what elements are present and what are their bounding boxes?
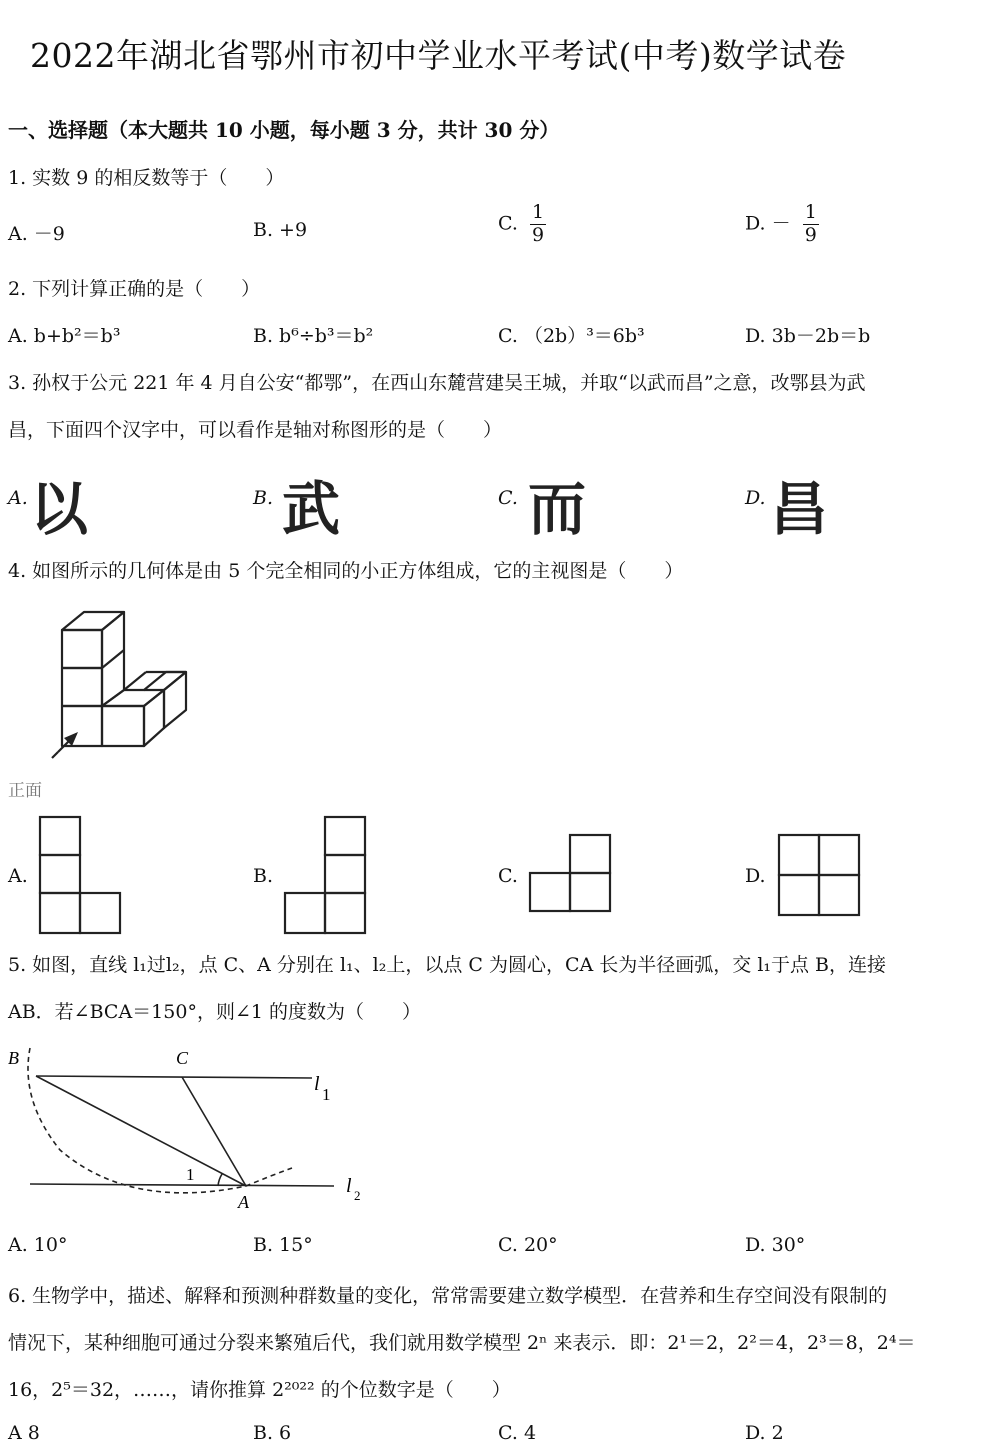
page-title: 2022年湖北省鄂州市初中学业水平考试(中考)数学试卷 <box>30 36 847 75</box>
q3-option-a-label[interactable]: A. <box>8 487 28 509</box>
q2-stem: 2. 下列计算正确的是（ ） <box>8 278 261 300</box>
q1-option-a[interactable]: A. －9 <box>8 223 65 245</box>
q2-option-c[interactable]: C. （2b）³＝6b³ <box>498 325 645 347</box>
q2-option-a[interactable]: A. b+b²＝b³ <box>8 325 121 347</box>
q5-stem-line1: 5. 如图，直线 l₁过l₂，点 C、A 分别在 l₁、l₂上，以点 C 为圆心，CA 长为半径画弧，交 l₁于点 B，连接 <box>8 954 887 976</box>
q1-option-c[interactable] <box>498 202 546 247</box>
q5-option-d[interactable]: D. 30° <box>745 1234 806 1256</box>
q6-option-c[interactable]: C. 4 <box>498 1422 537 1444</box>
q6-option-d[interactable]: D. 2 <box>745 1422 784 1444</box>
q1-option-c-fraction <box>530 202 546 247</box>
section-heading: 一、选择题（本大题共 10 小题，每小题 3 分，共计 30 分） <box>8 118 560 142</box>
line-l1-subscript: 1 <box>322 1085 331 1104</box>
q4-option-d-label[interactable]: D. <box>745 865 766 887</box>
front-view-label: 正面 <box>8 781 42 801</box>
point-c-label: C <box>176 1048 189 1068</box>
angle-1-label: 1 <box>186 1165 195 1184</box>
fraction-denominator: 9 <box>804 223 817 246</box>
q1-option-d[interactable] <box>745 202 819 247</box>
line-l1-label: l <box>314 1073 320 1095</box>
line-l2-subscript: 2 <box>354 1188 361 1203</box>
fraction-denominator: 9 <box>531 223 545 246</box>
q5-geometry-figure <box>0 1040 380 1215</box>
q3-option-d-label[interactable]: D. <box>745 487 766 509</box>
q5-stem-line2: AB．若∠BCA＝150°，则∠1 的度数为（ ） <box>8 1001 421 1023</box>
q4-solid-figure <box>0 600 200 805</box>
q5-option-a[interactable]: A. 10° <box>8 1234 68 1256</box>
q4-option-c-figure[interactable] <box>528 833 614 915</box>
q4-option-d-figure[interactable] <box>777 833 863 917</box>
q1-option-d-fraction <box>803 202 819 247</box>
q3-option-d-character[interactable]: 昌 <box>770 475 829 543</box>
q6-option-b[interactable]: B. 6 <box>253 1422 292 1444</box>
fraction-numerator: 1 <box>531 201 545 223</box>
q1-stem: 1. 实数 9 的相反数等于（ ） <box>8 167 285 189</box>
point-a-label: A <box>238 1192 249 1212</box>
q3-option-c-label[interactable]: C. <box>498 487 518 509</box>
q4-option-b-label[interactable]: B. <box>253 865 274 887</box>
q4-option-b-figure[interactable] <box>283 815 369 937</box>
line-l2-label: l <box>346 1175 352 1197</box>
q3-option-b-label[interactable]: B. <box>253 487 274 509</box>
q2-option-d[interactable]: D. 3b－2b＝b <box>745 325 871 347</box>
q2-option-b[interactable]: B. b⁶÷b³＝b² <box>253 325 374 347</box>
fraction-numerator: 1 <box>804 201 817 223</box>
q6-option-a[interactable]: A 8 <box>8 1422 40 1444</box>
q1-option-d-label: D. － <box>745 212 791 235</box>
q4-stem: 4. 如图所示的几何体是由 5 个完全相同的小正方体组成，它的主视图是（ ） <box>8 560 684 582</box>
q6-stem-line3: 16，2⁵＝32，……，请你推算 2²⁰²² 的个位数字是（ ） <box>8 1379 511 1401</box>
q5-option-b[interactable]: B. 15° <box>253 1234 313 1256</box>
q3-option-a-character[interactable]: 以 <box>30 475 89 543</box>
q3-stem-line2: 昌，下面四个汉字中，可以看作是轴对称图形的是（ ） <box>8 419 503 441</box>
q5-option-c[interactable]: C. 20° <box>498 1234 558 1256</box>
q6-stem-line1: 6. 生物学中，描述、解释和预测种群数量的变化，常常需要建立数学模型．在营养和生存空间没有限制的 <box>8 1285 888 1307</box>
q4-option-a-label[interactable]: A. <box>8 865 28 887</box>
q1-option-c-label: C. <box>498 212 518 235</box>
q3-option-c-character[interactable]: 而 <box>528 475 587 543</box>
q6-stem-line2: 情况下，某种细胞可通过分裂来繁殖后代，我们就用数学模型 2ⁿ 来表示．即：2¹＝2，2²＝4，2³＝8，2⁴＝ <box>8 1332 916 1354</box>
q4-option-a-figure[interactable] <box>38 815 124 937</box>
point-b-label: B <box>8 1048 19 1068</box>
q3-stem-line1: 3. 孙权于公元 221 年 4 月自公安“都鄂”，在西山东麓营建吴王城，并取“以武而昌”之意，改鄂县为武 <box>8 372 866 394</box>
q1-option-b[interactable]: B. +9 <box>253 219 308 241</box>
q3-option-b-character[interactable]: 武 <box>282 475 341 543</box>
q4-option-c-label[interactable]: C. <box>498 865 518 887</box>
